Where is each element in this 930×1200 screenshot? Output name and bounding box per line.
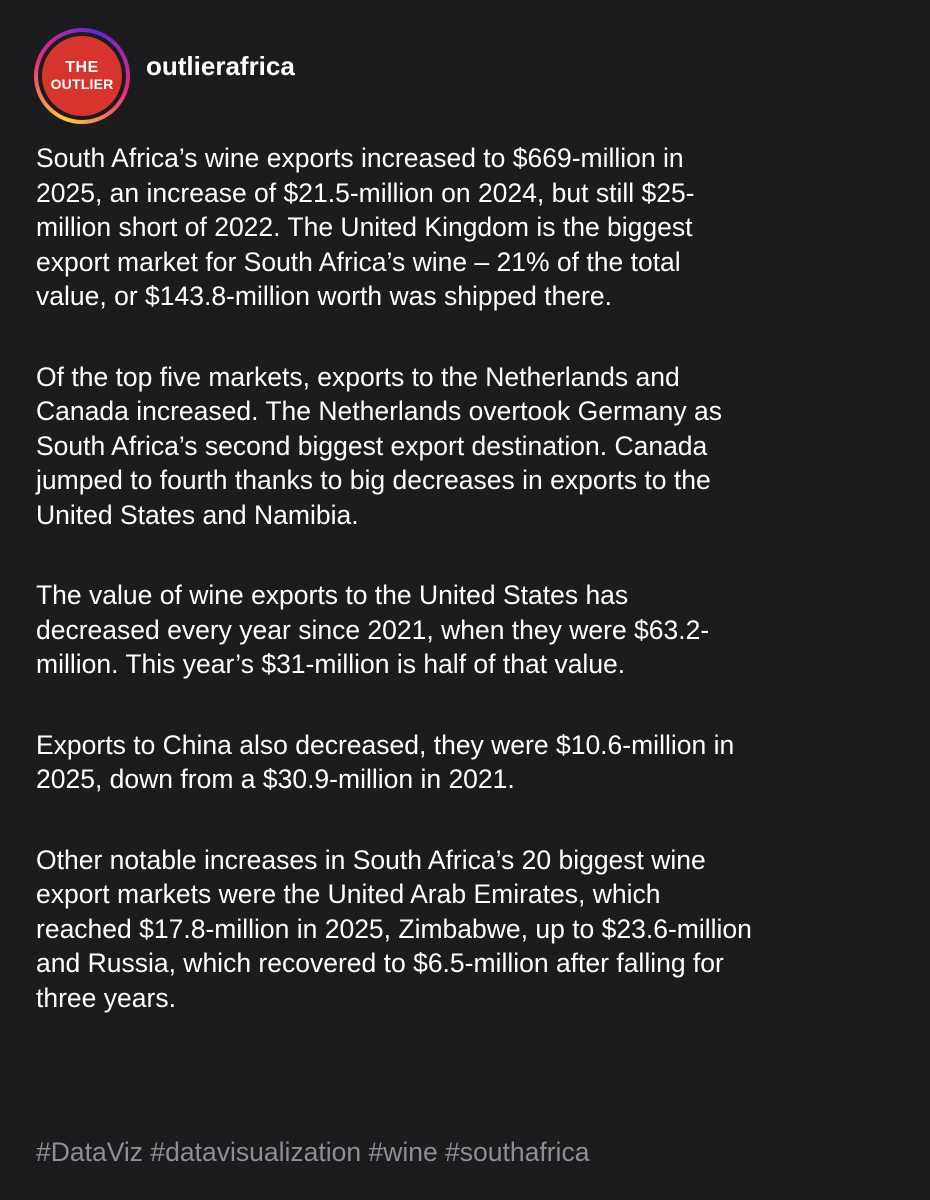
- caption-paragraph: Of the top five markets, exports to the Netherlands and Canada increased. The Netherlands overtook Germany as South Africa’s second biggest export destination. Canada jumped to fourth thanks to big decreases in exports to the United States and Namibia.: [36, 361, 722, 530]
- hashtag-link[interactable]: #DataViz: [36, 1137, 151, 1167]
- story-ring[interactable]: [34, 28, 130, 124]
- hashtag-link[interactable]: #datavisualization: [150, 1137, 369, 1167]
- avatar-logo-line-1: THE: [65, 59, 99, 77]
- post-caption: [36, 141, 916, 1061]
- hashtag-link[interactable]: #wine: [368, 1137, 446, 1167]
- avatar-logo-line-2: OUTLIER: [50, 76, 114, 93]
- post-header: [34, 28, 295, 124]
- caption-paragraph: Exports to China also decreased, they were $10.6-million in 2025, down from a $30.9-million in 2021.: [36, 729, 735, 794]
- avatar[interactable]: [42, 36, 122, 116]
- caption-paragraph: South Africa’s wine exports increased to $669-million in 2025, an increase of $21.5-million on 2024, but still $25- million short of 2022. The United Kingdom is the biggest export market for South Africa’s wine – 21% of the total value, or $143.8-million worth was shipped there.: [36, 143, 695, 311]
- username[interactable]: outlierafrica: [146, 50, 295, 81]
- caption-paragraph: Other notable increases in South Africa’s 20 biggest wine export markets were the United Arab Emirates, which reached $17.8-million in 2025, Zimbabwe, up to $23.6-million and Russia, which recovered to $6.5-million after falling for three years.: [36, 844, 752, 1013]
- hashtag-link[interactable]: #southafrica: [445, 1137, 590, 1167]
- caption-paragraph: The value of wine exports to the United States has decreased every year since 2021, when they were $63.2- million. This year’s $31-million is half of that value.: [36, 580, 710, 679]
- hashtag-list: [36, 1134, 589, 1170]
